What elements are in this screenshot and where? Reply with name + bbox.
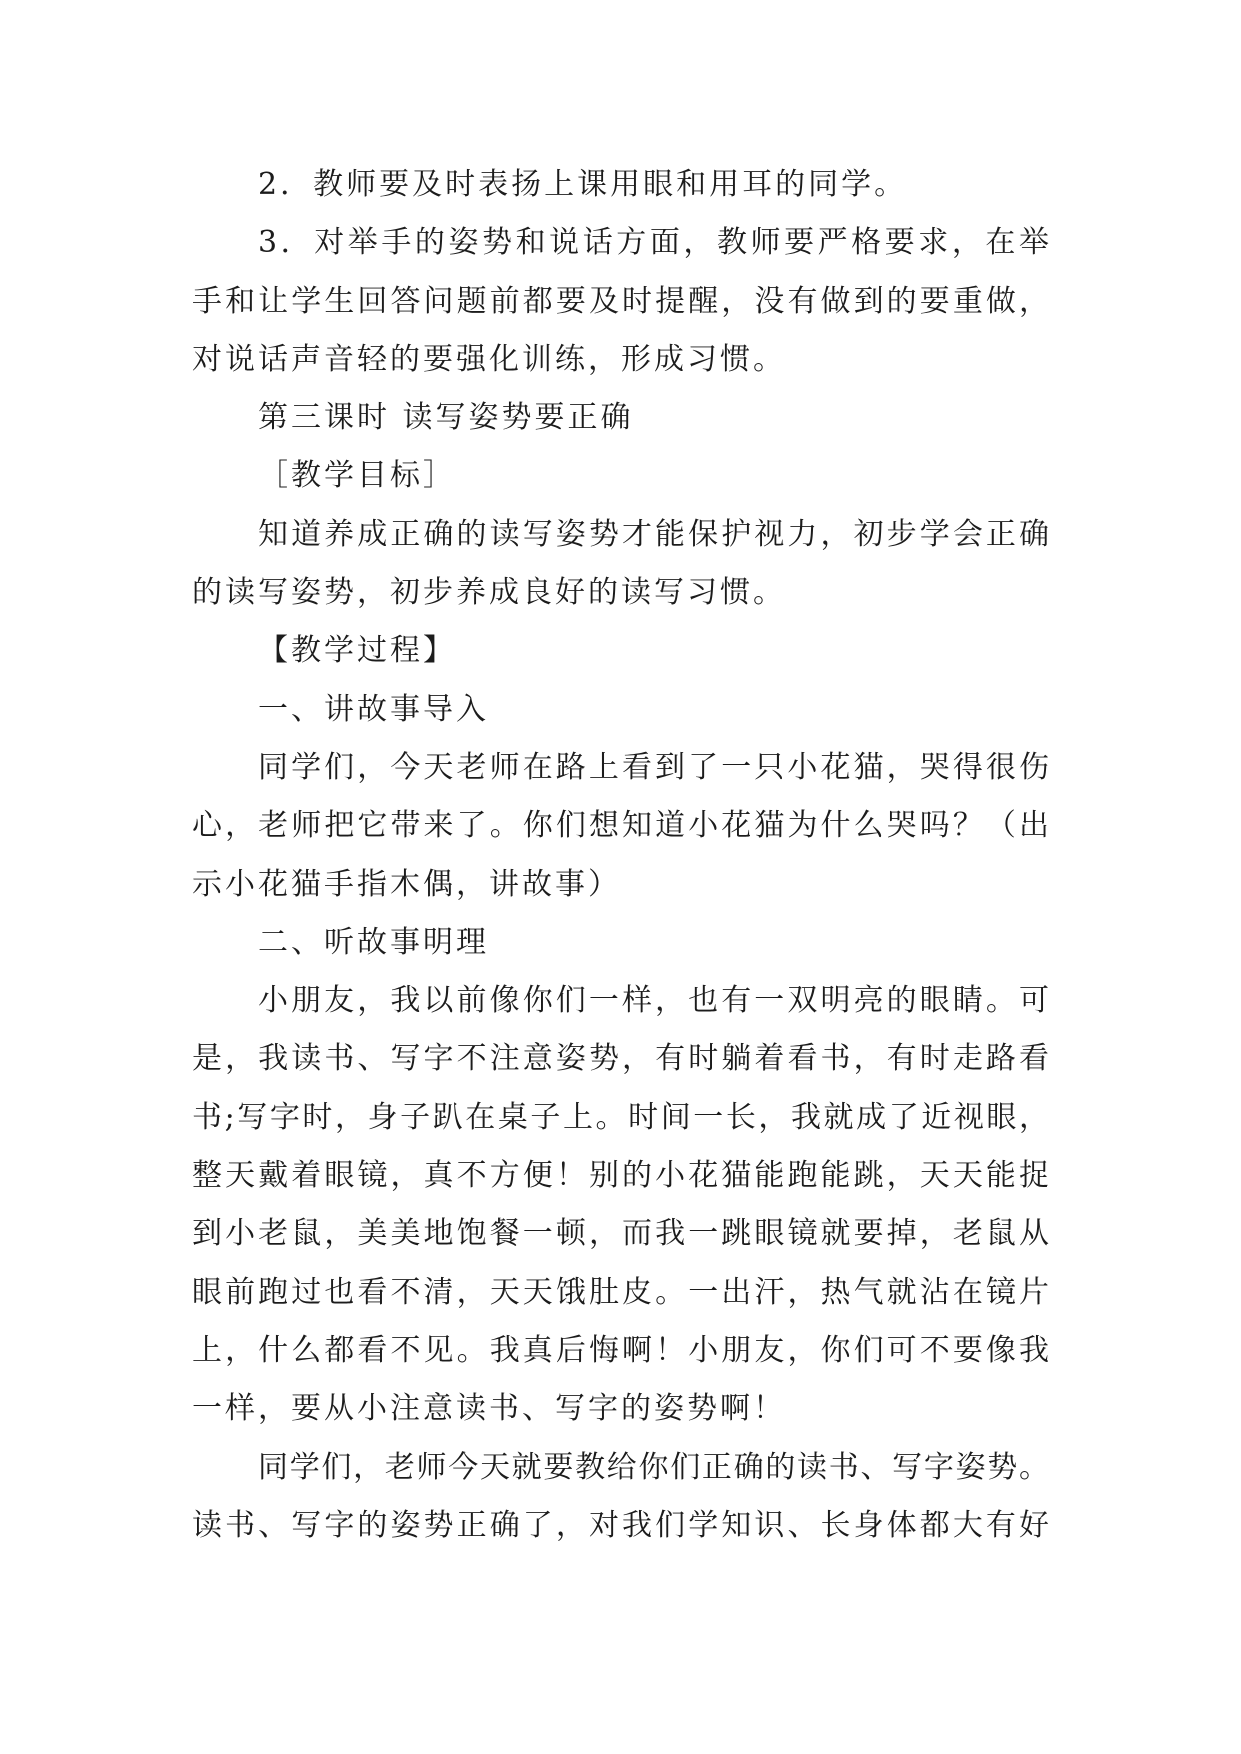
text-line: 手和让学生回答问题前都要及时提醒，没有做到的要重做， [192, 283, 1050, 319]
text-line: 的读写姿势，初步养成良好的读写习惯。 [192, 575, 786, 611]
subsection-heading-text: 一、讲故事导入 [258, 691, 489, 727]
text-line: 书;写字时，身子趴在桌子上。时间一长，我就成了近视眼， [192, 1099, 1050, 1135]
section-heading-objectives [192, 447, 1050, 505]
text-line: 同学们，今天老师在路上看到了一只小花猫，哭得很伤 [258, 749, 1050, 785]
text-line: 知道养成正确的读写姿势才能保护视力，初步学会正确 [258, 516, 1050, 552]
text-line: 对说话声音轻的要强化训练，形成习惯。 [192, 341, 786, 377]
text-line: 同学们，老师今天就要教给你们正确的读书、写字姿势。 [258, 1449, 1050, 1485]
text-line: 是，我读书、写字不注意姿势，有时躺着看书，有时走路看 [192, 1041, 1050, 1077]
section-heading-text: ［教学目标］ [258, 458, 456, 494]
text-line: 上，什么都看不见。我真后悔啊！小朋友，你们可不要像我 [192, 1332, 1050, 1368]
document-body [192, 156, 1050, 1555]
lesson-title-text: 第三课时 读写姿势要正确 [258, 400, 634, 436]
text-line: 读书、写字的姿势正确了，对我们学知识、长身体都大有好 [192, 1507, 1050, 1543]
text-line: 示小花猫手指木偶，讲故事） [192, 866, 621, 902]
lesson-title [192, 389, 1050, 447]
paragraph-story-intro [192, 739, 1050, 914]
paragraph-objectives [192, 506, 1050, 623]
text-line: 2．教师要及时表扬上课用眼和用耳的同学。 [258, 167, 908, 202]
paragraph-story [192, 972, 1050, 1438]
subsection-heading-text: 二、听故事明理 [258, 924, 489, 960]
section-heading-process [192, 622, 1050, 680]
paragraph-item-2 [192, 156, 1050, 214]
text-line: 3．对举手的姿势和说话方面，教师要严格要求，在举 [258, 225, 1050, 261]
paragraph-posture [192, 1439, 1050, 1556]
section-heading-text: 【教学过程】 [258, 633, 456, 669]
text-line: 一样，要从小注意读书、写字的姿势啊！ [192, 1391, 786, 1427]
text-line: 整天戴着眼镜，真不方便！别的小花猫能跑能跳，天天能捉 [192, 1158, 1050, 1194]
text-line: 到小老鼠，美美地饱餐一顿，而我一跳眼镜就要掉，老鼠从 [192, 1216, 1050, 1252]
text-line: 眼前跑过也看不清，天天饿肚皮。一出汗，热气就沾在镜片 [192, 1274, 1050, 1310]
subsection-heading-2 [192, 914, 1050, 972]
paragraph-item-3 [192, 214, 1050, 389]
subsection-heading-1 [192, 681, 1050, 739]
text-line: 心，老师把它带来了。你们想知道小花猫为什么哭吗？（出 [192, 808, 1050, 844]
text-line: 小朋友，我以前像你们一样，也有一双明亮的眼睛。可 [258, 983, 1050, 1019]
